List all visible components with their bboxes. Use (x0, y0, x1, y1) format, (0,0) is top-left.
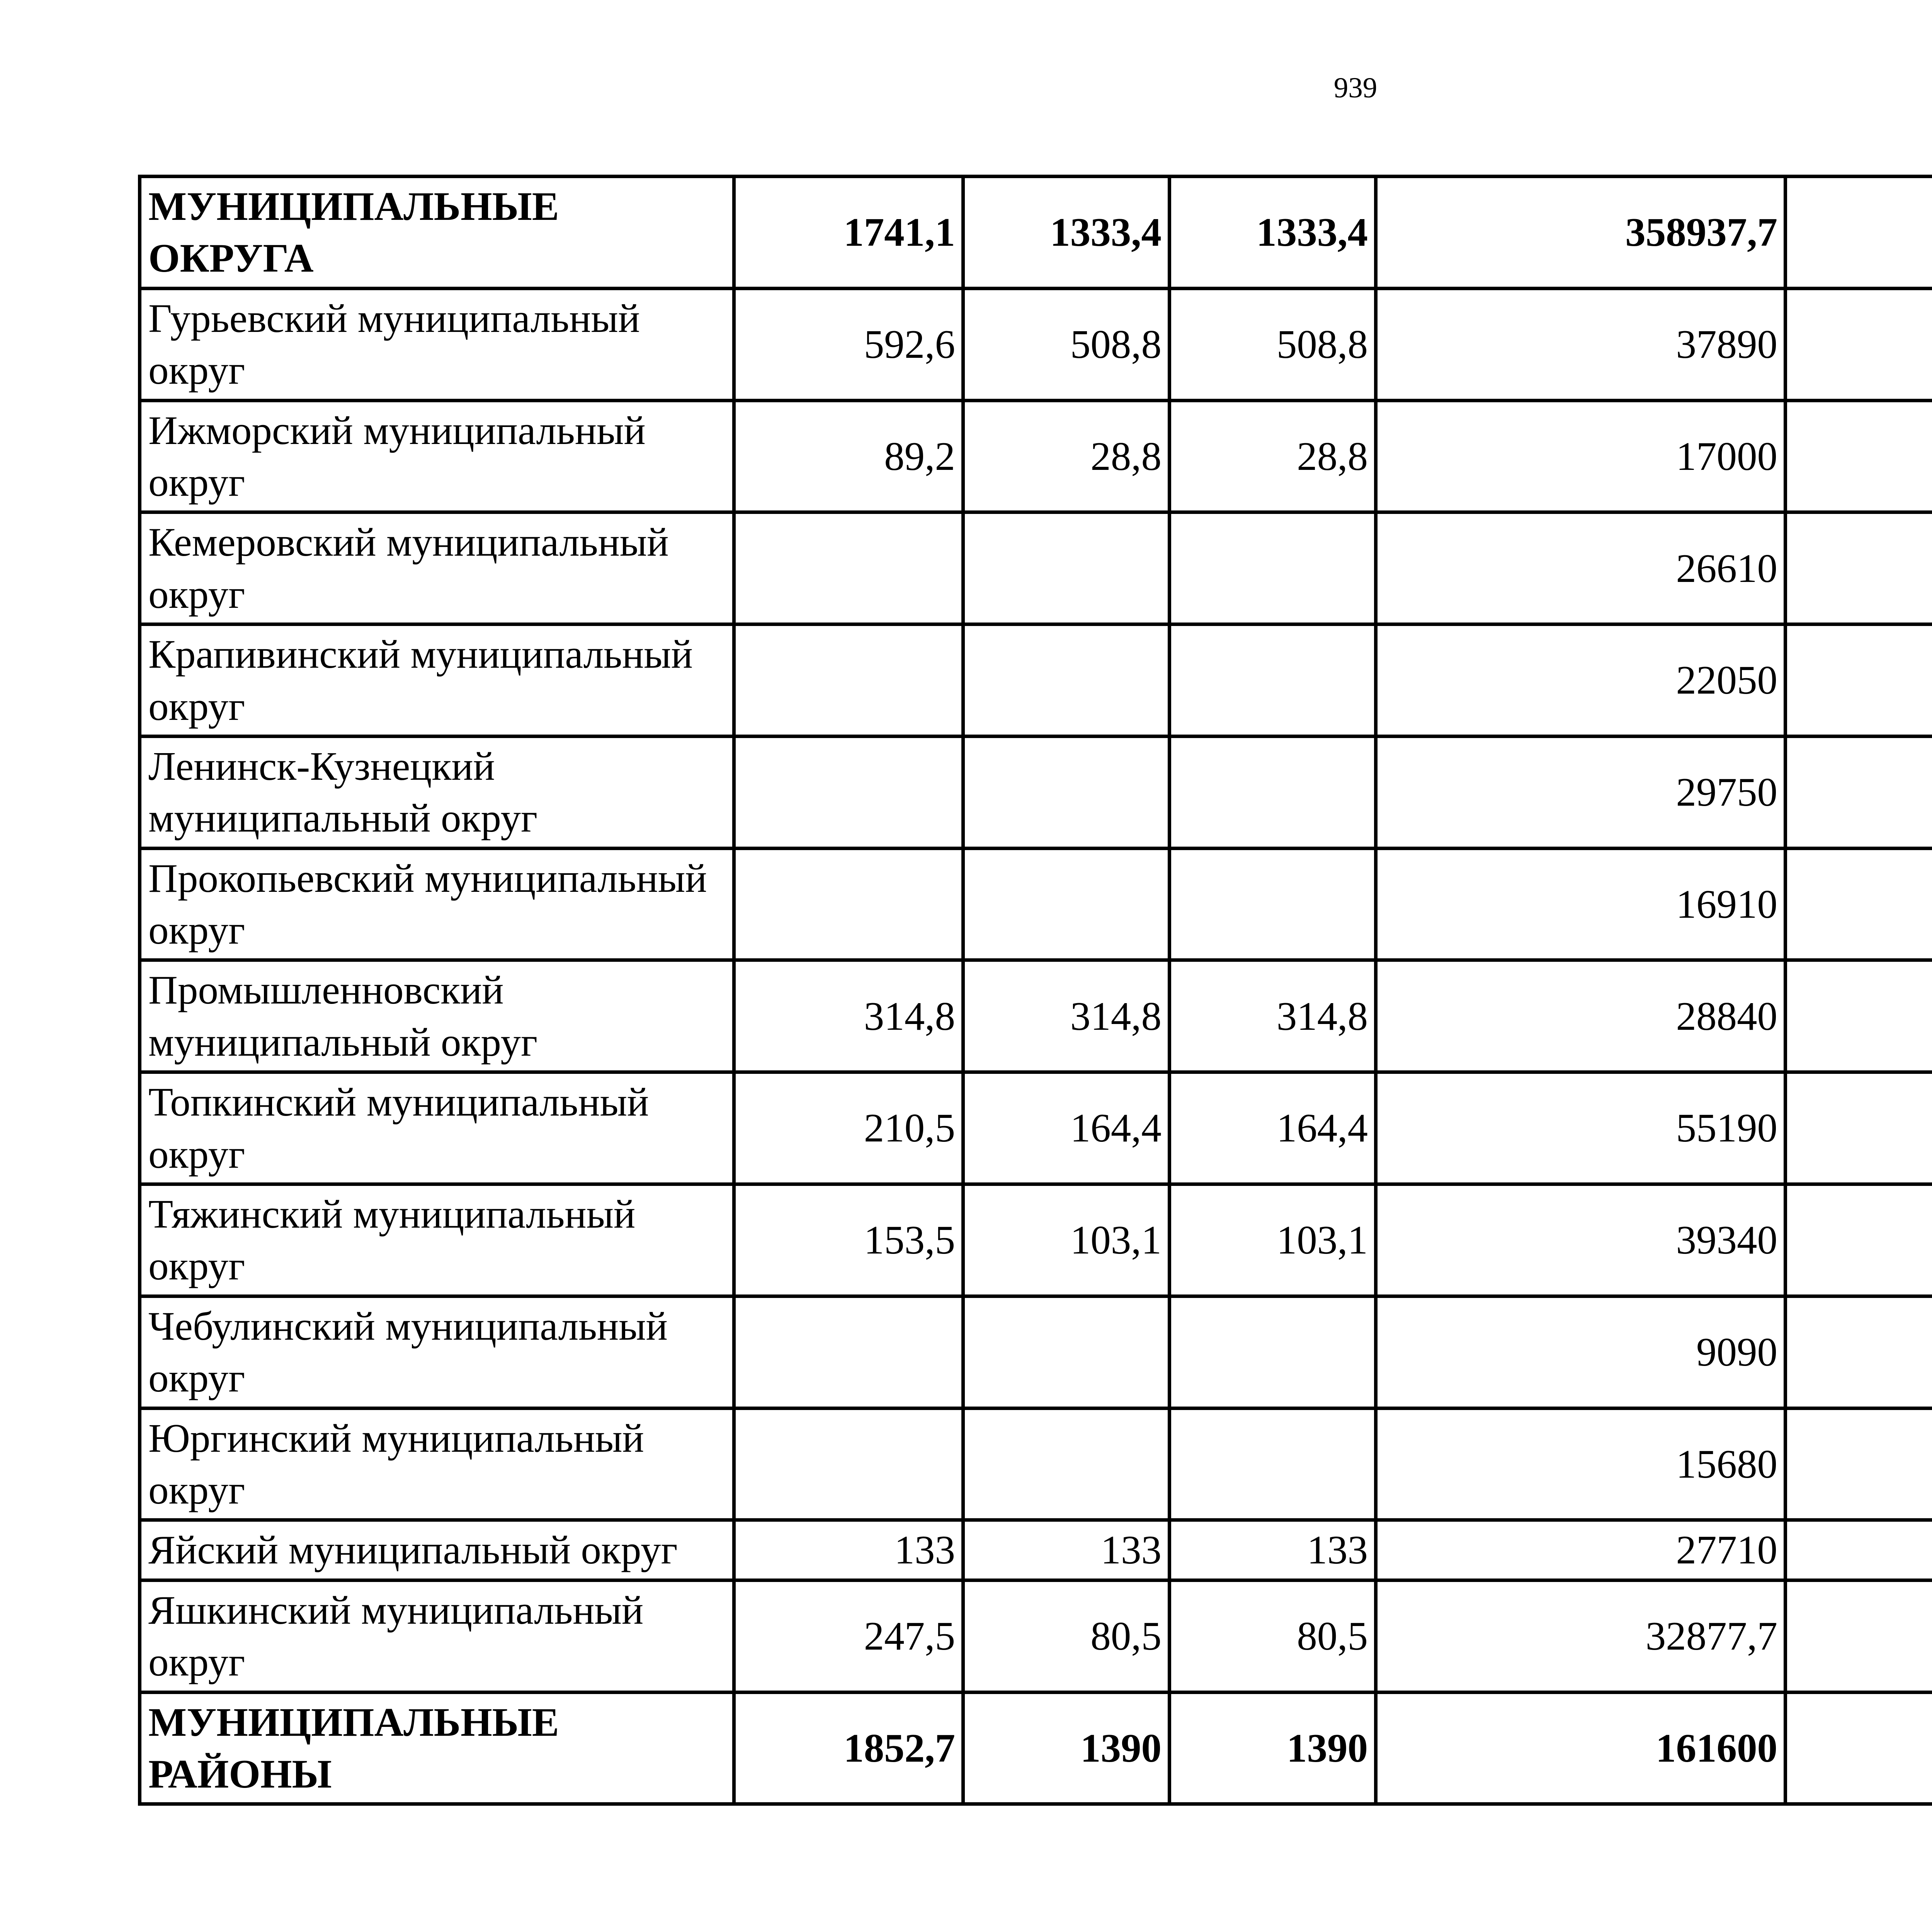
row-name-cell: МУНИЦИПАЛЬНЫЕ ОКРУГА (140, 177, 734, 289)
value-cell-col1: 153,5 (734, 1184, 963, 1296)
value-cell-col2: 164,4 (963, 1072, 1170, 1184)
value-cell-col4: 358937,7 (1376, 177, 1786, 289)
value-cell-col2 (963, 736, 1170, 848)
value-cell-col2 (963, 848, 1170, 960)
value-cell-col1 (734, 624, 963, 737)
row-name-cell: Юргинский муниципальный округ (140, 1408, 734, 1520)
table-row (140, 1296, 1932, 1408)
value-cell-col2: 80,5 (963, 1580, 1170, 1692)
value-cell-col5 (1786, 1296, 1932, 1408)
value-cell-col5 (1786, 177, 1932, 289)
value-cell-col4: 32877,7 (1376, 1580, 1786, 1692)
total-row (140, 177, 1932, 289)
value-cell-col5 (1786, 1692, 1932, 1804)
table-row (140, 1580, 1932, 1692)
value-cell-col1 (734, 512, 963, 624)
value-cell-col5 (1786, 1408, 1932, 1520)
value-cell-col3: 28,8 (1170, 400, 1376, 512)
value-cell-col1: 592,6 (734, 288, 963, 400)
total-row (140, 1692, 1932, 1804)
value-cell-col3 (1170, 848, 1376, 960)
row-name-cell: Ижморский муниципальный округ (140, 400, 734, 512)
value-cell-col4: 22050 (1376, 624, 1786, 737)
table-row (140, 624, 1932, 737)
row-name-cell: Чебулинский муниципальный округ (140, 1296, 734, 1408)
value-cell-col3: 314,8 (1170, 960, 1376, 1072)
value-cell-col5 (1786, 736, 1932, 848)
value-cell-col3: 508,8 (1170, 288, 1376, 400)
data-table (138, 175, 1932, 1806)
table-row (140, 1408, 1932, 1520)
value-cell-col3: 80,5 (1170, 1580, 1376, 1692)
value-cell-col4: 16910 (1376, 848, 1786, 960)
row-name-cell: Топкинский муниципальный округ (140, 1072, 734, 1184)
value-cell-col1: 1741,1 (734, 177, 963, 289)
value-cell-col3: 164,4 (1170, 1072, 1376, 1184)
value-cell-col3: 1390 (1170, 1692, 1376, 1804)
row-name-cell: Прокопьевский муниципальный округ (140, 848, 734, 960)
table-row (140, 1520, 1932, 1580)
value-cell-col1: 1852,7 (734, 1692, 963, 1804)
value-cell-col1: 210,5 (734, 1072, 963, 1184)
table-row (140, 848, 1932, 960)
value-cell-col5 (1786, 1072, 1932, 1184)
value-cell-col5 (1786, 288, 1932, 400)
value-cell-col5 (1786, 400, 1932, 512)
value-cell-col2: 1333,4 (963, 177, 1170, 289)
table-row (140, 1184, 1932, 1296)
value-cell-col2 (963, 1408, 1170, 1520)
value-cell-col2: 28,8 (963, 400, 1170, 512)
value-cell-col5 (1786, 512, 1932, 624)
value-cell-col3 (1170, 624, 1376, 737)
value-cell-col3: 133 (1170, 1520, 1376, 1580)
value-cell-col2: 133 (963, 1520, 1170, 1580)
row-name-cell: Крапивинский муниципальный округ (140, 624, 734, 737)
table-row (140, 960, 1932, 1072)
value-cell-col5 (1786, 1520, 1932, 1580)
value-cell-col4: 9090 (1376, 1296, 1786, 1408)
table-row (140, 736, 1932, 848)
value-cell-col2: 508,8 (963, 288, 1170, 400)
value-cell-col1: 314,8 (734, 960, 963, 1072)
value-cell-col1: 89,2 (734, 400, 963, 512)
page-number: 939 (1333, 72, 1378, 104)
value-cell-col1 (734, 1408, 963, 1520)
row-name-cell: МУНИЦИПАЛЬНЫЕ РАЙОНЫ (140, 1692, 734, 1804)
value-cell-col4: 15680 (1376, 1408, 1786, 1520)
value-cell-col4: 26610 (1376, 512, 1786, 624)
value-cell-col1 (734, 848, 963, 960)
value-cell-col2: 103,1 (963, 1184, 1170, 1296)
value-cell-col4: 37890 (1376, 288, 1786, 400)
value-cell-col2: 1390 (963, 1692, 1170, 1804)
table-row (140, 512, 1932, 624)
table-body (140, 177, 1932, 1804)
value-cell-col3: 103,1 (1170, 1184, 1376, 1296)
value-cell-col3: 1333,4 (1170, 177, 1376, 289)
table-row (140, 288, 1932, 400)
value-cell-col5 (1786, 848, 1932, 960)
value-cell-col3 (1170, 1296, 1376, 1408)
value-cell-col3 (1170, 736, 1376, 848)
row-name-cell: Яшкинский муниципальный округ (140, 1580, 734, 1692)
value-cell-col5 (1786, 624, 1932, 737)
row-name-cell: Тяжинский муниципальный округ (140, 1184, 734, 1296)
value-cell-col4: 29750 (1376, 736, 1786, 848)
value-cell-col3 (1170, 1408, 1376, 1520)
value-cell-col1 (734, 1296, 963, 1408)
value-cell-col5 (1786, 1184, 1932, 1296)
value-cell-col4: 17000 (1376, 400, 1786, 512)
value-cell-col1: 133 (734, 1520, 963, 1580)
table-row (140, 400, 1932, 512)
value-cell-col2 (963, 1296, 1170, 1408)
row-name-cell: Кемеровский муниципальный округ (140, 512, 734, 624)
value-cell-col1: 247,5 (734, 1580, 963, 1692)
value-cell-col3 (1170, 512, 1376, 624)
value-cell-col5 (1786, 1580, 1932, 1692)
row-name-cell: Промышленновский муниципальный округ (140, 960, 734, 1072)
value-cell-col4: 55190 (1376, 1072, 1786, 1184)
value-cell-col4: 28840 (1376, 960, 1786, 1072)
row-name-cell: Ленинск-Кузнецкий муниципальный округ (140, 736, 734, 848)
value-cell-col5 (1786, 960, 1932, 1072)
value-cell-col4: 27710 (1376, 1520, 1786, 1580)
table-row (140, 1072, 1932, 1184)
value-cell-col4: 161600 (1376, 1692, 1786, 1804)
value-cell-col4: 39340 (1376, 1184, 1786, 1296)
value-cell-col2 (963, 512, 1170, 624)
row-name-cell: Гурьевский муниципальный округ (140, 288, 734, 400)
value-cell-col2 (963, 624, 1170, 737)
value-cell-col2: 314,8 (963, 960, 1170, 1072)
value-cell-col1 (734, 736, 963, 848)
row-name-cell: Яйский муниципальный округ (140, 1520, 734, 1580)
